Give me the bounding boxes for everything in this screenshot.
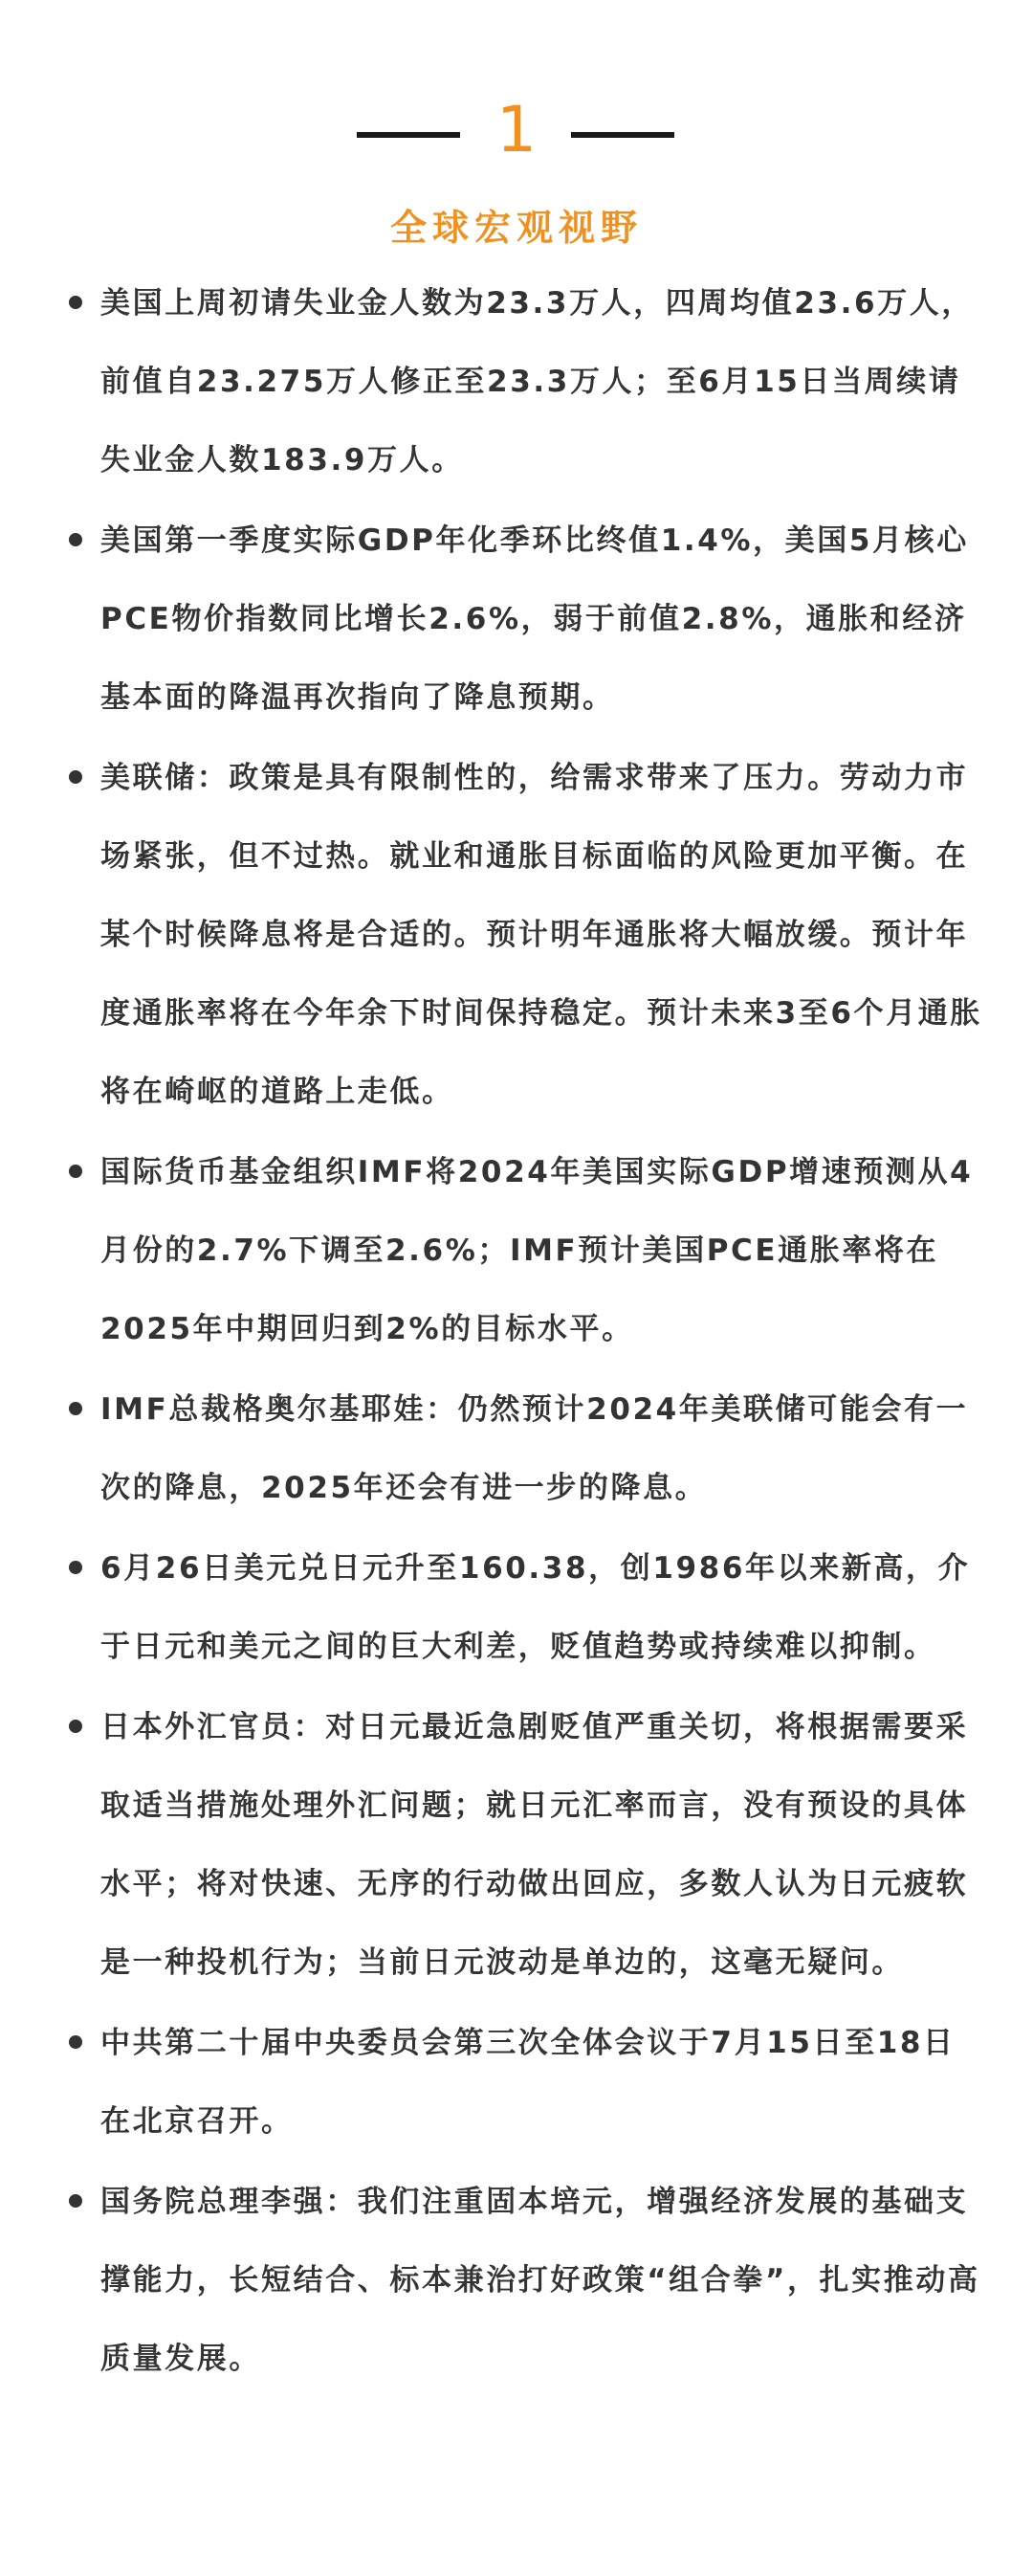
bullet-dot-icon bbox=[69, 1165, 82, 1178]
bullet-text: 美国上周初请失业金人数为23.3万人，四周均值23.6万人，前值自23.275万人修正至23.3万人；至6月15日当周续请失业金人数183.9万人。 bbox=[100, 286, 974, 477]
section-header bbox=[0, 92, 1033, 168]
bullet-text: 美国第一季度实际GDP年化季环比终值1.4%，美国5月核心PCE物价指数同比增长2.6%，弱于前值2.8%，通胀和经济基本面的降温再次指向了降息预期。 bbox=[100, 523, 969, 715]
list-item bbox=[0, 1688, 1033, 2002]
bullet-text: 国务院总理李强：我们注重固本培元，增强经济发展的基础支撑能力，长短结合、标本兼治打好政策“组合拳”，扎实推动高质量发展。 bbox=[100, 2185, 980, 2376]
bullet-text: 美联储：政策是具有限制性的，给需求带来了压力。劳动力市场紧张，但不过热。就业和通胀目标面临的风险更加平衡。在某个时候降息将是合适的。预计明年通胀将大幅放缓。预计年度通胀率将在今年余下时间保持稳定。预计未来3至6个月通胀将在崎岖的道路上走低。 bbox=[100, 761, 982, 1109]
bullet-dot-icon bbox=[69, 1561, 82, 1574]
bullet-text: 日本外汇官员：对日元最近急剧贬值严重关切，将根据需要采取适当措施处理外汇问题；就日元汇率而言，没有预设的具体水平；将对快速、无序的行动做出回应，多数人认为日元疲软是一种投机行为；当前日元波动是单边的，这毫无疑问。 bbox=[100, 1710, 969, 1980]
bullet-dot-icon bbox=[69, 2194, 82, 2208]
bullet-dot-icon bbox=[69, 2035, 82, 2049]
list-item bbox=[0, 739, 1033, 1131]
bullet-dot-icon bbox=[69, 770, 82, 784]
bullet-text: 6月26日美元兑日元升至160.38，创1986年以来新高，介于日元和美元之间的巨大利差，贬值趋势或持续难以抑制。 bbox=[100, 1551, 971, 1664]
bullet-dot-icon bbox=[69, 533, 82, 546]
news-bullet-list bbox=[0, 264, 1033, 2400]
list-item bbox=[0, 264, 1033, 500]
section-title: 全球宏观视野 bbox=[389, 207, 643, 249]
section-number: 1 bbox=[496, 93, 537, 167]
bullet-text: 中共第二十届中央委员会第三次全体会议于7月15日至18日在北京召开。 bbox=[100, 2026, 956, 2139]
bullet-text: 国际货币基金组织IMF将2024年美国实际GDP增速预测从4月份的2.7%下调至2.6%；IMF预计美国PCE通胀率将在2025年中期回归到2%的目标水平。 bbox=[100, 1155, 974, 1346]
bullet-text: IMF总裁格奥尔基耶娃：仍然预计2024年美联储可能会有一次的降息，2025年还会有进一步的降息。 bbox=[100, 1392, 969, 1505]
list-item bbox=[0, 501, 1033, 737]
list-item bbox=[0, 2163, 1033, 2398]
list-item bbox=[0, 1370, 1033, 1527]
list-item bbox=[0, 2004, 1033, 2161]
bullet-dot-icon bbox=[69, 1720, 82, 1733]
bullet-dot-icon bbox=[69, 296, 82, 309]
header-rule-left bbox=[357, 132, 460, 138]
list-item bbox=[0, 1529, 1033, 1686]
bullet-dot-icon bbox=[69, 1402, 82, 1415]
list-item bbox=[0, 1133, 1033, 1368]
header-rule-right bbox=[571, 132, 674, 138]
